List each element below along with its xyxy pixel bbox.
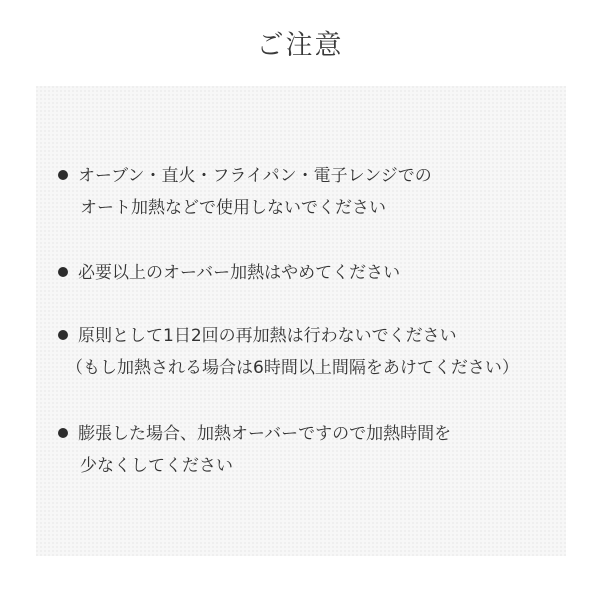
- notice-text: 膨張した場合、加熱オーバーですので加熱時間を: [78, 424, 452, 444]
- page-title: ご注意: [256, 30, 344, 61]
- notice-text: （もし加熱される場合は6時間以上間隔をあけてください）: [66, 358, 519, 378]
- notice-item: [58, 257, 400, 289]
- notice-text: 少なくしてください: [80, 456, 233, 476]
- notice-text: 必要以上のオーバー加熱はやめてください: [78, 263, 401, 283]
- bullet-icon: [58, 330, 68, 340]
- notice-text: オート加熱などで使用しないでください: [80, 198, 386, 218]
- notice-text: 原則として1日2回の再加熱は行わないでください: [78, 326, 457, 346]
- bullet-icon: [58, 267, 68, 277]
- notice-item: [58, 160, 432, 224]
- bullet-icon: [58, 170, 68, 180]
- notice-item: [58, 320, 519, 384]
- notice-text: オーブン・直火・フライパン・電子レンジでの: [78, 166, 432, 186]
- bullet-icon: [58, 428, 68, 438]
- notice-item: [58, 418, 451, 482]
